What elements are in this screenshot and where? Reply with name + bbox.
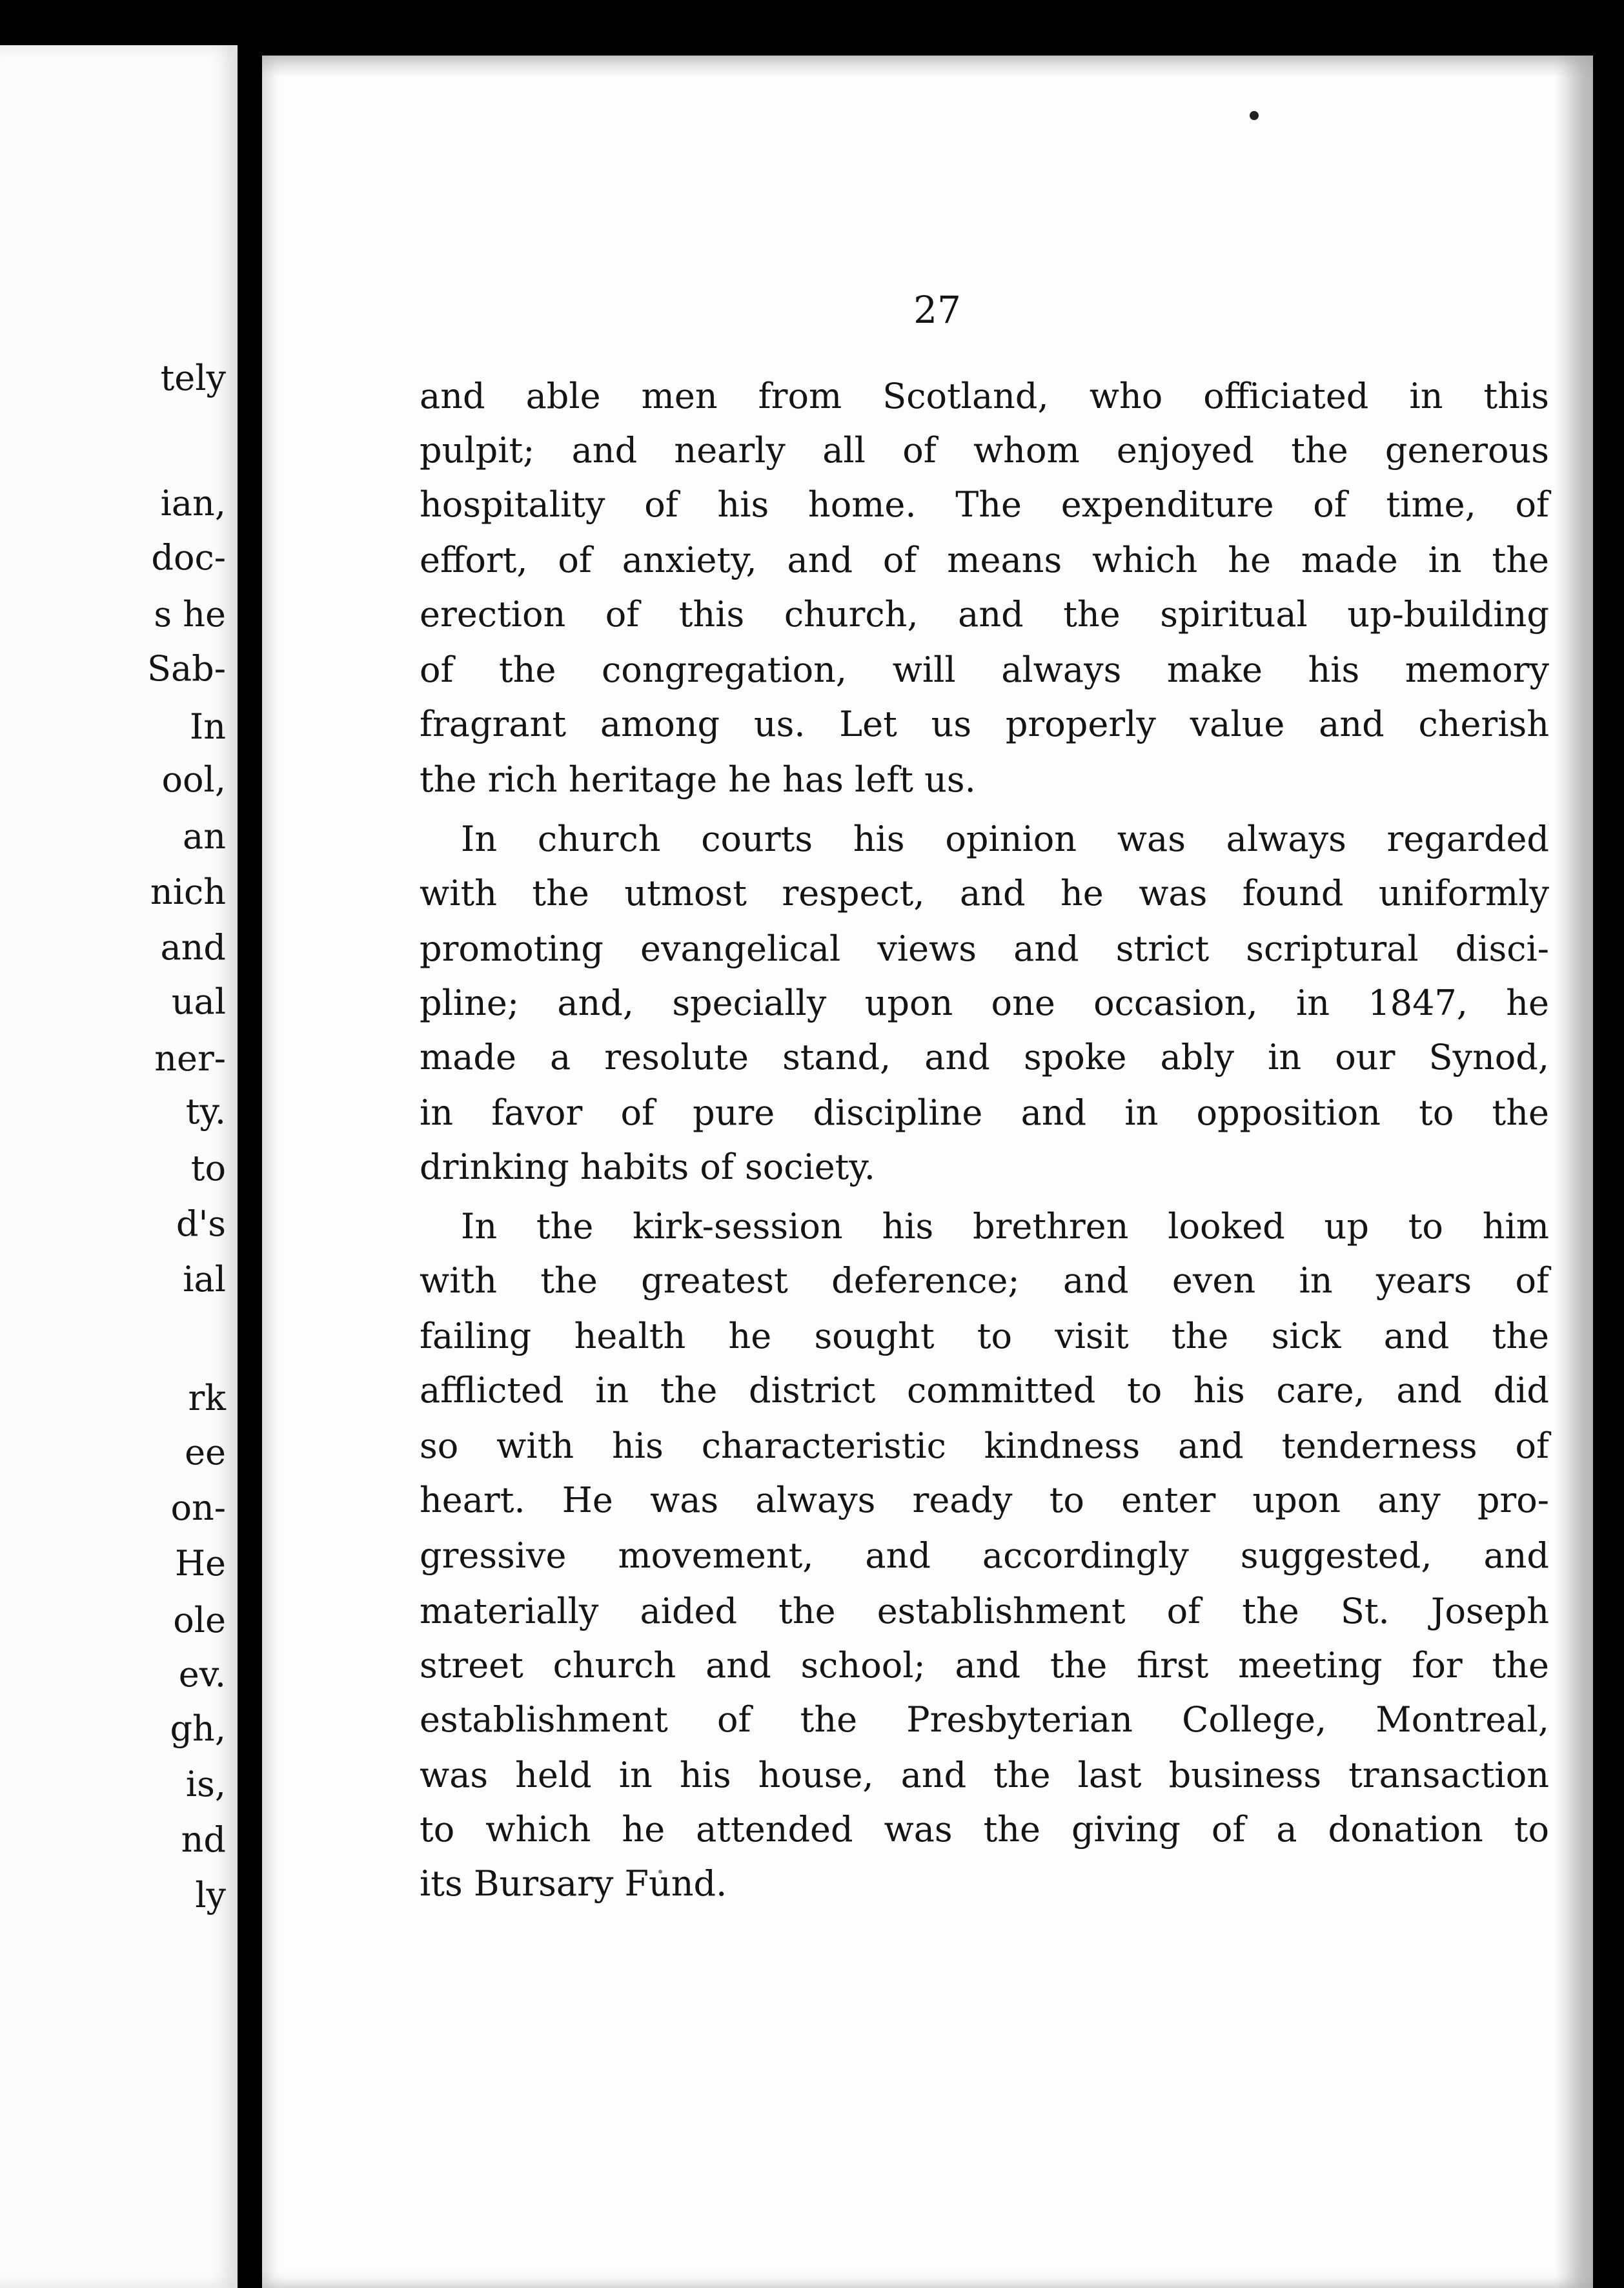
left-page-fragment: In [189,706,226,747]
body-text-line: materially aided the establishment of the St. Joseph [420,1591,1549,1631]
body-text-line: to which he attended was the giving of a donation to [420,1809,1549,1850]
body-text-line: in favor of pure discipline and in opposition to the [420,1092,1549,1133]
left-page-fragment: He [174,1543,226,1584]
body-text-line: In church courts his opinion was always regarded [461,819,1549,859]
left-page-fragment: on- [170,1487,226,1528]
left-page-fragment: nich [150,872,226,912]
left-page-fragment: d's [176,1203,226,1244]
right-page [262,56,1593,2288]
left-page [0,45,238,2288]
left-page-fragment: ee [185,1432,226,1473]
left-page-fragment: rk [188,1378,226,1418]
body-text-line: gressive movement, and accordingly suggested, and [420,1535,1549,1576]
left-page-fragment: ool, [161,759,226,800]
body-text-line: promoting evangelical views and strict scriptural disci- [420,928,1549,969]
left-page-fragment: Sab- [147,648,226,689]
body-text-line: fragrant among us. Let us properly value and cherish [420,704,1549,744]
left-page-fragment: an [183,816,226,857]
left-page-fragment: ty. [185,1091,226,1132]
body-text-line: hospitality of his home. The expenditure of time, of [420,484,1549,525]
left-page-fragment: is, [185,1764,226,1804]
left-page-fragment: ial [183,1259,226,1300]
body-text-line: and able men from Scotland, who officiated in this [420,376,1549,416]
left-page-fragment: ev. [178,1654,226,1695]
body-text-line: of the congregation, will always make his memory [420,649,1549,690]
body-text-line: with the utmost respect, and he was found uniformly [420,873,1549,914]
page-edge-shadow [1554,56,1593,2288]
body-text-line: pulpit; and nearly all of whom enjoyed the generous [420,430,1549,471]
page-number: 27 [913,288,961,332]
left-page-fragment: ual [171,981,226,1022]
body-text-line: with the greatest deference; and even in years of [420,1260,1549,1301]
left-page-fragment: and [160,927,226,968]
left-page-fragment: nd [181,1819,226,1860]
body-text-line: was held in his house, and the last business transaction [420,1755,1549,1795]
body-text-line: pline; and, specially upon one occasion, in 1847, he [420,983,1549,1023]
body-text-line: effort, of anxiety, and of means which he made in the [420,540,1549,580]
left-page-fragment: ner- [154,1038,226,1079]
body-text-line: failing health he sought to visit the sick and the [420,1316,1549,1356]
left-page-fragment: doc- [151,537,226,578]
body-text-line: erection of this church, and the spiritual up-building [420,594,1549,635]
left-page-fragment: tely [160,358,226,398]
body-text-line: so with his characteristic kindness and tenderness of [420,1425,1549,1466]
left-page-fragment: s he [154,594,226,635]
left-page-fragment: ly [195,1875,226,1915]
left-page-fragment: ole [173,1600,226,1640]
body-text-line: In the kirk-session his brethren looked up to him [461,1206,1549,1247]
book-spine-gap [238,39,262,2288]
page-top-stain [262,56,1593,77]
left-page-fragment: gh, [170,1708,226,1749]
left-page-fragment: to [190,1148,226,1189]
body-text-line: made a resolute stand, and spoke ably in our Synod, [420,1037,1549,1078]
body-text-line: street church and school; and the first meeting for the [420,1645,1549,1686]
ink-speck [1250,111,1259,120]
body-text-line: heart. He was always ready to enter upon any pro- [420,1480,1549,1520]
body-text-line: drinking habits of society. [420,1147,875,1187]
body-text-line: the rich heritage he has left us. [420,759,976,800]
body-text-line: its Bursary Fund. [420,1863,727,1904]
left-page-fragment: ian, [160,483,226,524]
body-text-line: afflicted in the district committed to his care, and did [420,1370,1549,1411]
body-text-line: establishment of the Presbyterian College, Montreal, [420,1699,1549,1740]
